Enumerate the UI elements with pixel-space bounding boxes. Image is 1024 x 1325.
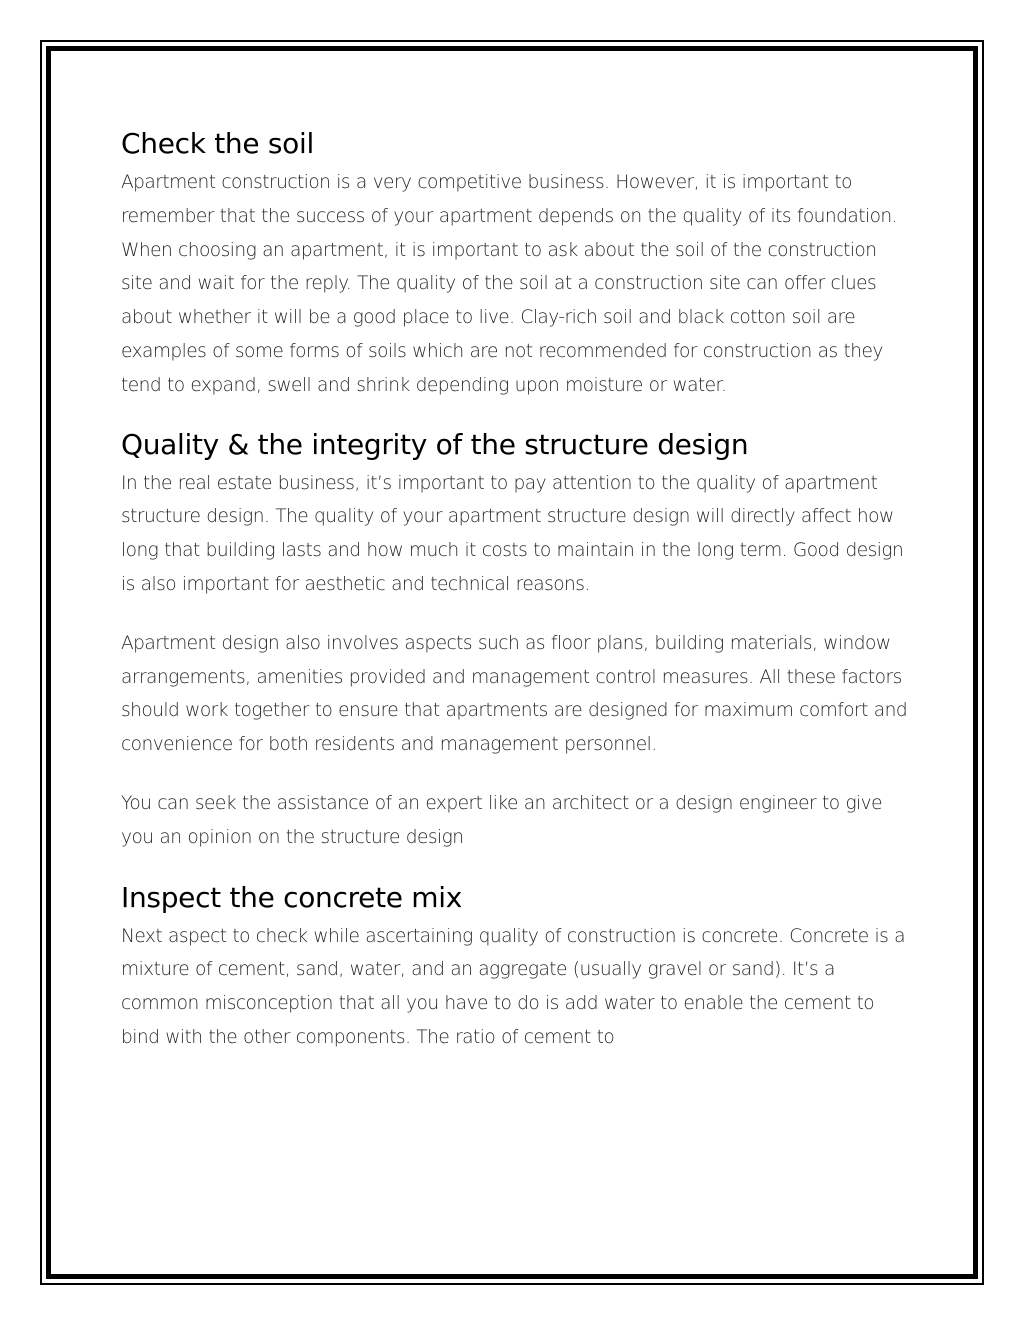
section-paragraph: You can seek the assistance of an expert like an architect or a design engineer to give you an opinion on the structure design xyxy=(121,792,883,848)
section-paragraph: Apartment design also involves aspects such as floor plans, building materials, window arrangements, amenities provided and management control measures. All these factors should work together to ensure that apartments are designed for maximum comfort and convenience for both residents and management personnel. xyxy=(121,632,908,756)
section-paragraph: Next aspect to check while ascertaining quality of construction is concrete. Concrete is a mixture of cement, sand, water, and an aggregate (usually gravel or sand). It’s a common misconception that all you have to do is add water to enable the cement to bind with the other components. The ratio of cement to xyxy=(121,925,905,1048)
document-body xyxy=(121,124,911,1055)
section-paragraph: In the real estate business, it’s important to pay attention to the quality of apartment structure design. The quality of your apartment structure design will directly affect how long that building lasts and how much it costs to maintain in the long term. Good design is also important for aesthetic and technical reasons. xyxy=(121,472,904,595)
section-heading: Inspect the concrete mix xyxy=(121,880,463,914)
section-structure-design xyxy=(121,425,911,855)
section-heading: Quality & the integrity of the structure design xyxy=(121,427,749,461)
section-paragraph: Apartment construction is a very competitive business. However, it is important to remember that the success of your apartment depends on the quality of its foundation. When choosing an apartment, it is important to ask about the soil of the construction site and wait for the reply. The quality of the soil at a construction site can offer clues about whether it will be a good place to live. Clay-rich soil and black cotton soil are examples of some forms of soils which are not recommended for construction as they tend to expand, swell and shrink depending upon moisture or water. xyxy=(121,172,898,396)
section-concrete-mix xyxy=(121,878,911,1055)
section-check-the-soil xyxy=(121,124,911,403)
section-heading: Check the soil xyxy=(121,127,314,160)
